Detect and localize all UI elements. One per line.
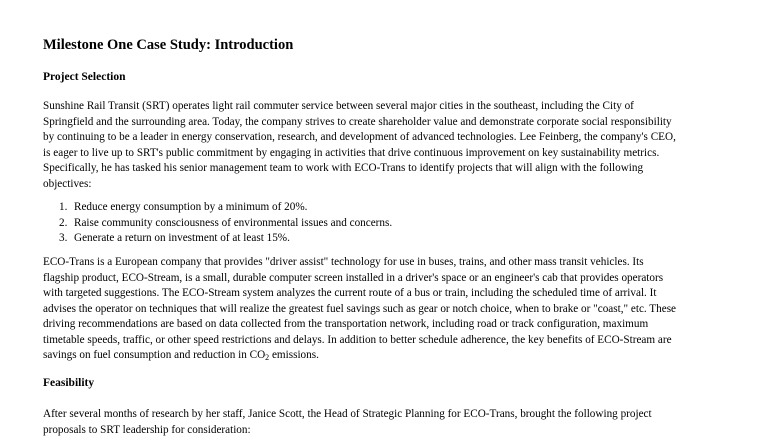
text-line: After several months of research by her staff, Janice Scott, the Head of Strategic Planning for ECO-Trans, brought the following project xyxy=(43,408,652,420)
section-heading-feasibility: Feasibility xyxy=(43,377,95,389)
document-title: Milestone One Case Study: Introduction xyxy=(43,37,294,53)
list-text: Generate a return on investment of at least 15%. xyxy=(74,232,290,245)
list-number: 2. xyxy=(59,216,68,229)
text-line-co2 xyxy=(43,348,676,364)
list-item xyxy=(59,231,392,247)
text-line: driving recommendations are based on data collected from the transportation network, including road or track configuration, maximum xyxy=(43,318,649,330)
text-line: Springfield and the surrounding area. Today, the company strives to create shareholder value and demonstrate corporate social responsibility xyxy=(43,115,672,128)
text-line: ECO-Trans is a European company that provides "driver assist" technology for use in buses, trains, and other mass transit vehicles. Its xyxy=(43,256,644,268)
text-line: advises the operator on techniques that will realize the greatest fuel savings such as gear or notch choice, when to brake or "coast," etc. These xyxy=(43,302,677,315)
text-line: with targeted suggestions. The ECO-Stream system analyzes the current route of a bus or train, including the scheduled time of arrival. It xyxy=(43,287,657,299)
list-number: 1. xyxy=(59,201,68,213)
list-item xyxy=(59,200,392,216)
list-text: Raise community consciousness of environmental issues and concerns. xyxy=(74,216,393,229)
subscript-2: 2 xyxy=(265,353,270,362)
list-text: Reduce energy consumption by a minimum of 20%. xyxy=(74,201,308,213)
list-number: 3. xyxy=(59,232,68,245)
text-line: timetable speeds, traffic, or other speed restrictions and delays. In addition to better schedule adherence, the key benefits of ECO-Stream are xyxy=(43,333,672,346)
feasibility-paragraph-1 xyxy=(43,407,652,438)
text-line: flagship product, ECO-Stream, is a small, durable computer screen installed in a driver's space or an engineer's cab that provides operators xyxy=(43,271,664,284)
text-line: objectives: xyxy=(43,177,92,190)
text-line: is eager to live up to SRT's public commitment by engaging in activities that drive continuous improvement on key sustainability metrics. xyxy=(43,146,660,159)
objectives-list xyxy=(59,200,392,247)
project-selection-paragraph-2 xyxy=(43,255,676,364)
text-line: by continuing to be a leader in energy conservation, research, and development of advanced technologies. Lee Feinberg, the company's CEO, xyxy=(43,131,676,143)
text-segment: savings on fuel consumption and reduction in CO xyxy=(43,349,266,361)
project-selection-paragraph-1 xyxy=(43,99,676,192)
list-item xyxy=(59,216,392,232)
text-line: Sunshine Rail Transit (SRT) operates light rail commuter service between several major cities in the southeast, including the City of xyxy=(43,100,634,112)
text-line: proposals to SRT leadership for consideration: xyxy=(43,423,251,436)
text-segment: emissions. xyxy=(269,349,319,361)
text-line: Specifically, he has tasked his senior management team to work with ECO-Trans to identify projects that will align with the following xyxy=(43,162,644,174)
section-heading-project-selection: Project Selection xyxy=(43,71,126,83)
